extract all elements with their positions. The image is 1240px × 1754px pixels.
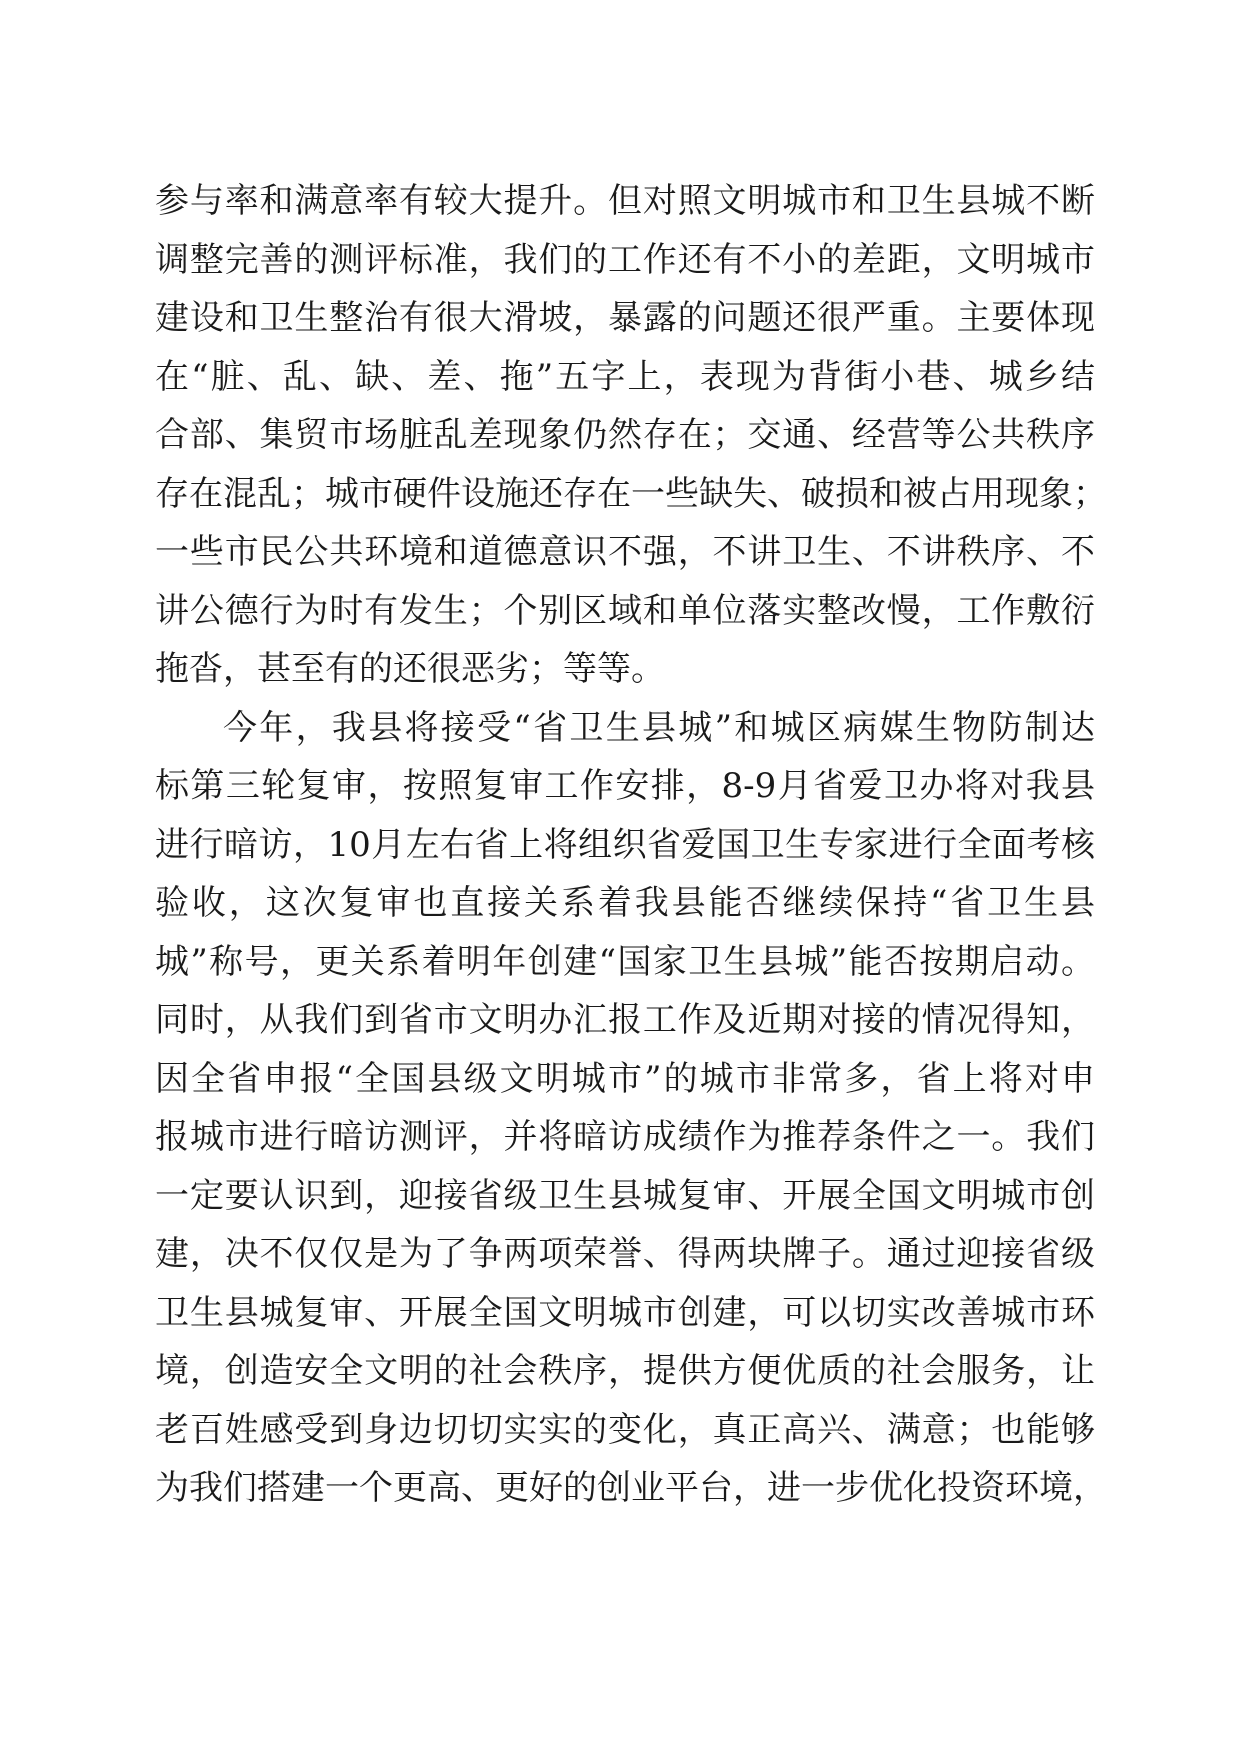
- text-line: 参与率和满意率有较大提升。但对照文明城市和卫生县城不断: [155, 181, 1095, 221]
- text-line: 报城市进行暗访测评，并将暗访成绩作为推荐条件之一。我们: [155, 1117, 1095, 1157]
- paragraph-first-line: 今年，我县将接受“省卫生县城”和城区病媒生物防制达: [223, 707, 1095, 748]
- text-line: 为我们搭建一个更高、更好的创业平台，进一步优化投资环境，: [155, 1468, 1107, 1508]
- text-line: 合部、集贸市场脏乱差现象仍然存在；交通、经营等公共秩序: [155, 415, 1095, 455]
- paragraph-end-line: 拖沓，甚至有的还很恶劣；等等。: [155, 649, 665, 689]
- text-line: 标第三轮复审，按照复审工作安排，8-9月省爱卫办将对我县: [155, 766, 1095, 806]
- text-line: 境，创造安全文明的社会秩序，提供方便优质的社会服务，让: [155, 1351, 1095, 1391]
- text-line: 在“脏、乱、缺、差、拖”五字上，表现为背街小巷、城乡结: [155, 356, 1095, 397]
- text-line: 因全省申报“全国县级文明城市”的城市非常多，省上将对申: [155, 1058, 1095, 1099]
- text-line: 建设和卫生整治有很大滑坡，暴露的问题还很严重。主要体现: [155, 298, 1095, 338]
- body-text: [155, 172, 1107, 1518]
- text-line: 存在混乱；城市硬件设施还存在一些缺失、破损和被占用现象；: [155, 473, 1107, 514]
- text-line: 一定要认识到，迎接省级卫生县城复审、开展全国文明城市创: [155, 1175, 1095, 1216]
- text-line: 同时，从我们到省市文明办汇报工作及近期对接的情况得知，: [155, 1000, 1095, 1040]
- text-line: 建，决不仅仅是为了争两项荣誉、得两块牌子。通过迎接省级: [155, 1234, 1095, 1274]
- text-line: 老百姓感受到身边切切实实的变化，真正高兴、满意；也能够: [155, 1409, 1095, 1450]
- text-line: 一些市民公共环境和道德意识不强，不讲卫生、不讲秩序、不: [155, 532, 1095, 572]
- text-line: 验收，这次复审也直接关系着我县能否继续保持“省卫生县: [155, 883, 1095, 923]
- text-line: 卫生县城复审、开展全国文明城市创建，可以切实改善城市环: [155, 1292, 1095, 1333]
- text-line: 城”称号，更关系着明年创建“国家卫生县城”能否按期启动。: [155, 941, 1095, 982]
- text-line: 进行暗访，10月左右省上将组织省爱国卫生专家进行全面考核: [155, 824, 1095, 865]
- text-line: 调整完善的测评标准，我们的工作还有不小的差距，文明城市: [155, 239, 1095, 280]
- text-line: 讲公德行为时有发生；个别区域和单位落实整改慢，工作敷衍: [155, 590, 1095, 631]
